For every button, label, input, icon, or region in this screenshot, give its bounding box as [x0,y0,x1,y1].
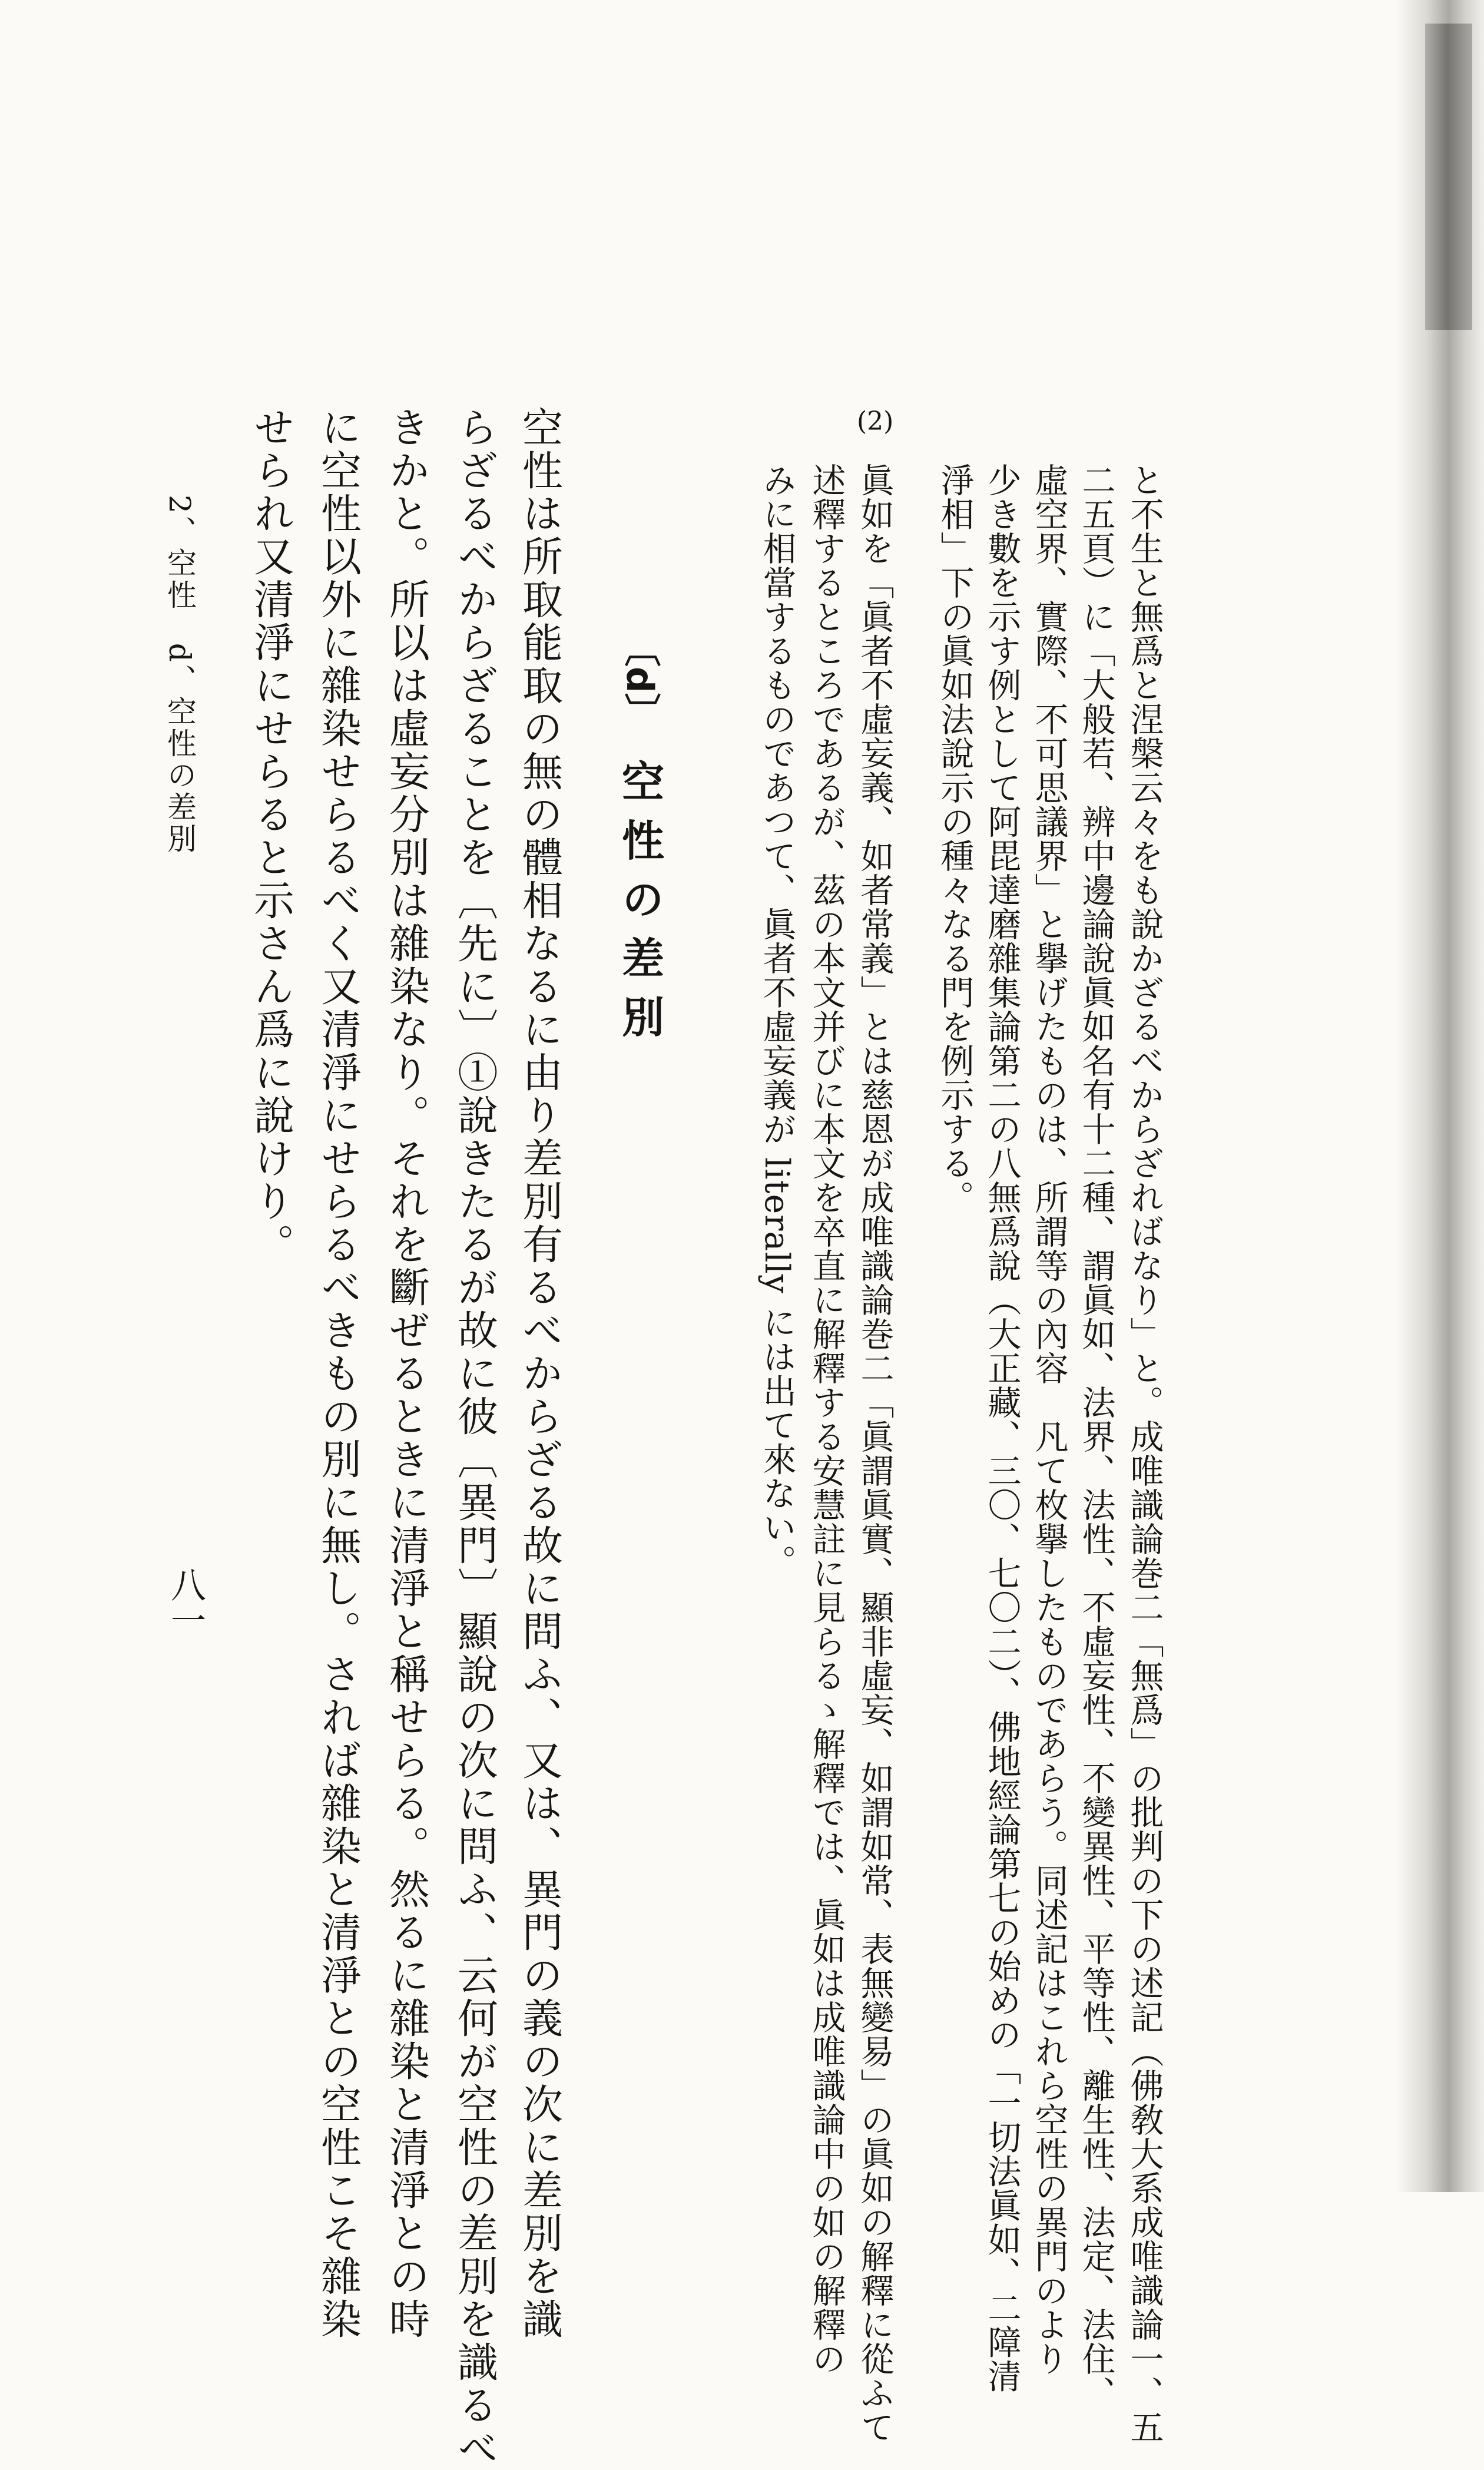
note2-line-1: 眞如を「眞者不虛妄義、如者常義」とは慈恩が成唯識論巻二「眞謂眞實、顯非虛妄、如謂如常、表無變易」の眞如の解釋に從ふて [855,463,894,2444]
body-line-1: 空性は所取能取の無の體相なるに由り差別有るべからざる故に問ふ、又は、異門の義の次に差別を識 [515,406,562,2341]
body-line-3: きかと。所以は虛妄分別は雜染なり。それを斷ぜるときに清淨と稱せらる。然るに雜染と清淨との時 [382,406,429,2341]
note2-line-3: みに相當するものであつて、眞者不虛妄義が literally には出て來ない。 [757,463,796,1579]
section-heading [615,630,664,1054]
note2-line-2: 述釋するところであるが、茲の本文并びに本文を卒直に解釋する安慧註に見らるゝ解釋では、眞如は成唯識論中の如の解釋の [807,463,846,2376]
note-line-1: と不生と無爲と涅槃云々をも說かざるべからざればなり」と。成唯識論巻二「無爲」の批判の下の述記（佛敎大系成唯識論一、五 [1125,463,1164,2444]
body-line-4: に空性以外に雜染せらるべく又清淨にせらるべきもの別に無し。されば雜染と清淨との空性こそ雜染 [314,406,361,2341]
note-line-2: 二五頁）に「大般若、辨中邊論說眞如名有十二種、謂眞如、法界、法性、不虛妄性、不變異性、平等性、離生性、法定、法住、 [1076,463,1115,2410]
note-marker: (2) [857,406,894,436]
body-line-2: らざるべからざることを〔先に〕①說きたるが故に彼〔異門〕顯說の次に問ふ、云何が空性の差別を識るべ [450,406,498,2470]
section-label: 〔d〕 [618,630,661,730]
note-line-3: 虛空界、實際、不可思議界」と擧げたものは、所謂等の內容 凡て枚擧したものであらう。同述記はこれら空性の異門のより [1029,463,1068,2376]
note-line-5: 淨相」下の眞如法說示の種々なる門を例示する。 [935,463,974,1214]
page-number: 八一 [165,1567,206,1637]
scan-edge-dark [1425,24,1472,330]
body-line-5: せられ又清淨にせらると示さん爲に說けり。 [247,406,294,1266]
section-title: 空性の差別 [615,759,664,1054]
running-head: 2、空性 d、空性の差別 [163,495,197,855]
note-line-4: 少き數を示す例として阿毘達磨雜集論第二の八無爲說（大正藏、三〇、七〇二）、佛地經論第七の始めの「一切法眞如、二障清 [982,463,1021,2393]
